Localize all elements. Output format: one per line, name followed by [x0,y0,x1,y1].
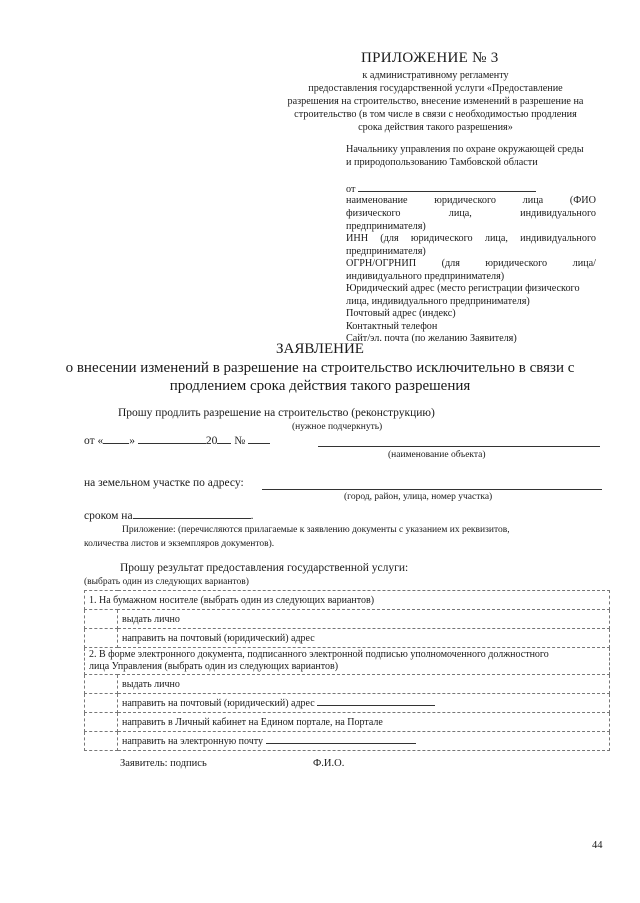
delivery-options-table [84,590,610,751]
option-label: выдать лично [118,675,610,694]
page-number: 44 [592,840,603,851]
ogrn-line-2: индивидуального предпринимателя) [346,271,505,282]
option-label: направить на электронную почту [118,732,610,751]
plot-address-field[interactable] [262,489,602,490]
postal-address-field[interactable] [317,705,435,706]
option-checkbox[interactable] [85,713,118,732]
header-line-2: предоставления государственной услуги «Предоставление [308,83,563,94]
option-group-electronic [85,648,610,675]
option-checkbox[interactable] [85,694,118,713]
date-row: от « » 20 № [84,435,270,447]
header-line-5: срока действия такого разрешения» [358,122,513,133]
term-field[interactable] [133,518,251,519]
addressee-line-1: Начальнику управления по охране окружающей среды [346,144,584,155]
postal-address: Почтовый адрес (индекс) [346,308,456,319]
fio-label: Ф.И.О. [313,758,345,769]
from-field[interactable] [358,182,536,192]
statement-subtitle-1: о внесении изменений в разрешение на строительство исключительно в связи с [65,360,575,376]
email-field[interactable] [266,743,416,744]
inn-line-2: предпринимателя) [346,246,426,257]
option-label: направить в Личный кабинет на Едином портале, на Портале [118,713,610,732]
option-row[interactable] [85,732,610,751]
applicant-signature-label: Заявитель: подпись [120,758,207,769]
statement-title: ЗАЯВЛЕНИЕ [276,341,364,357]
option-row[interactable] [85,713,610,732]
header-line-3: разрешения на строительство, внесение изменений в разрешение на [287,96,584,107]
date-year-field[interactable] [217,443,231,444]
contact-phone: Контактный телефон [346,321,438,332]
option-row[interactable] [85,675,610,694]
date-day-field[interactable] [103,443,129,444]
term-row: сроком на . [84,510,254,522]
option-checkbox[interactable] [85,610,118,629]
permit-number-field[interactable] [248,443,270,444]
choose-hint: (выбрать один из следующих вариантов) [84,577,249,587]
underline-hint: (нужное подчеркнуть) [292,422,383,432]
statement-subtitle-2: продлением срока действия такого разрешения [169,378,471,394]
option-row[interactable] [85,694,610,713]
from-label: от [346,184,356,195]
header-line-4: строительство (в том числе в связи с необходимостью продления [294,109,577,120]
object-name-field[interactable] [318,446,600,447]
option-label: выдать лично [118,610,610,629]
option-label: направить на почтовый (юридический) адрес [118,629,610,648]
name-line-2: физического лица, индивидуального [346,208,596,219]
option-checkbox[interactable] [85,675,118,694]
object-hint: (наименование объекта) [388,450,486,460]
option-label: направить на почтовый (юридический) адрес [118,694,610,713]
name-line-1: наименование юридического лица (ФИО [346,195,596,206]
appendix-title: ПРИЛОЖЕНИЕ № 3 [361,50,499,66]
attachment-line-1: Приложение: (перечисляются прилагаемые к заявлению документы с указанием их реквизитов, [122,525,510,535]
date-month-field[interactable] [138,443,206,444]
option-checkbox[interactable] [85,732,118,751]
inn-line-1: ИНН (для юридического лица, индивидуального [346,233,596,244]
plot-label: на земельном участке по адресу: [84,477,244,489]
legal-line-1: Юридический адрес (место регистрации физического [346,283,580,294]
option-group-paper [85,591,610,610]
name-line-3: предпринимателя) [346,221,426,232]
option-checkbox[interactable] [85,629,118,648]
legal-line-2: лица, индивидуального предпринимателя) [346,296,530,307]
site-email: Сайт/эл. почта (по желанию Заявителя) [346,333,517,344]
attachment-line-2: количества листов и экземпляров документов). [84,539,275,549]
request-text: Прошу продлить разрешение на строительство (реконструкцию) [118,407,435,419]
header-line-1: к административному регламенту [362,70,509,81]
addressee-line-2: и природопользованию Тамбовской области [346,157,538,168]
option-row[interactable] [85,610,610,629]
option-group-label: 2. В форме электронного документа, подписанного электронной подписью уполномоченного должностного лица Управления (выбрать один из следующих вариантов) [85,648,610,675]
ogrn-line-1: ОГРН/ОГРНИП (для юридического лица/ [346,258,596,269]
address-hint: (город, район, улица, номер участка) [344,492,493,502]
result-text: Прошу результат предоставления государственной услуги: [120,562,409,574]
option-group-label: 1. На бумажном носителе (выбрать один из следующих вариантов) [85,591,610,610]
option-row[interactable] [85,629,610,648]
